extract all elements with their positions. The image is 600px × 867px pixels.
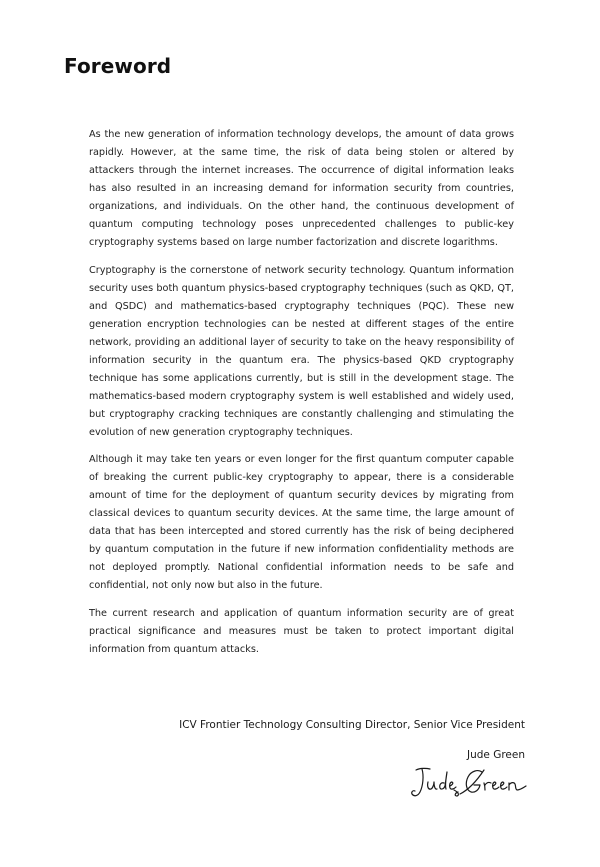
author-name: Jude Green (466, 749, 525, 761)
signoff-block (179, 718, 525, 762)
page-title: Foreword (64, 54, 172, 78)
paragraph-2: Cryptography is the cornerstone of network security technology. Quantum information security uses both quantum physics-based cryptography techniques (such as QKD, QT, and QSDC) and mathematics-based cryptography techniques (PQC). These new generation encryption technologies can be nested at different stages of the entire network, providing an additional layer of security to take on the heavy responsibility of information security in the quantum era. The physics-based QKD cryptography technique has some applications currently, but is still in the development stage. The mathematics-based modern cryptography system is well established and widely used, but cryptography cracking techniques are constantly challenging and stimulating the evolution of new generation cryptography techniques. (89, 264, 514, 438)
handwritten-signature (408, 764, 530, 802)
author-role: ICV Frontier Technology Consulting Director, Senior Vice President (179, 719, 525, 731)
paragraph-4: The current research and application of quantum information security are of great practical significance and measures must be taken to protect important digital information from quantum attacks. (89, 607, 514, 655)
foreword-body (89, 126, 514, 668)
paragraph-3: Although it may take ten years or even longer for the first quantum computer capable of breaking the current public-key cryptography to appear, there is a considerable amount of time for the deployment of quantum security devices by migrating from classical devices to quantum security devices. At the same time, the large amount of data that has been intercepted and stored currently has the risk of being deciphered by quantum computation in the future if new information confidentiality methods are not deployed promptly. National confidential information needs to be safe and confidential, not only now but also in the future. (89, 454, 514, 591)
paragraph-1: As the new generation of information technology develops, the amount of data grows rapidly. However, at the same time, the risk of data being stolen or altered by attackers through the internet increases. The occurrence of digital information leaks has also resulted in an increasing demand for information security from countries, organizations, and individuals. On the other hand, the continuous development of quantum computing technology poses unprecedented challenges to public-key cryptography systems based on large number factorization and discrete logarithms. (89, 129, 514, 248)
